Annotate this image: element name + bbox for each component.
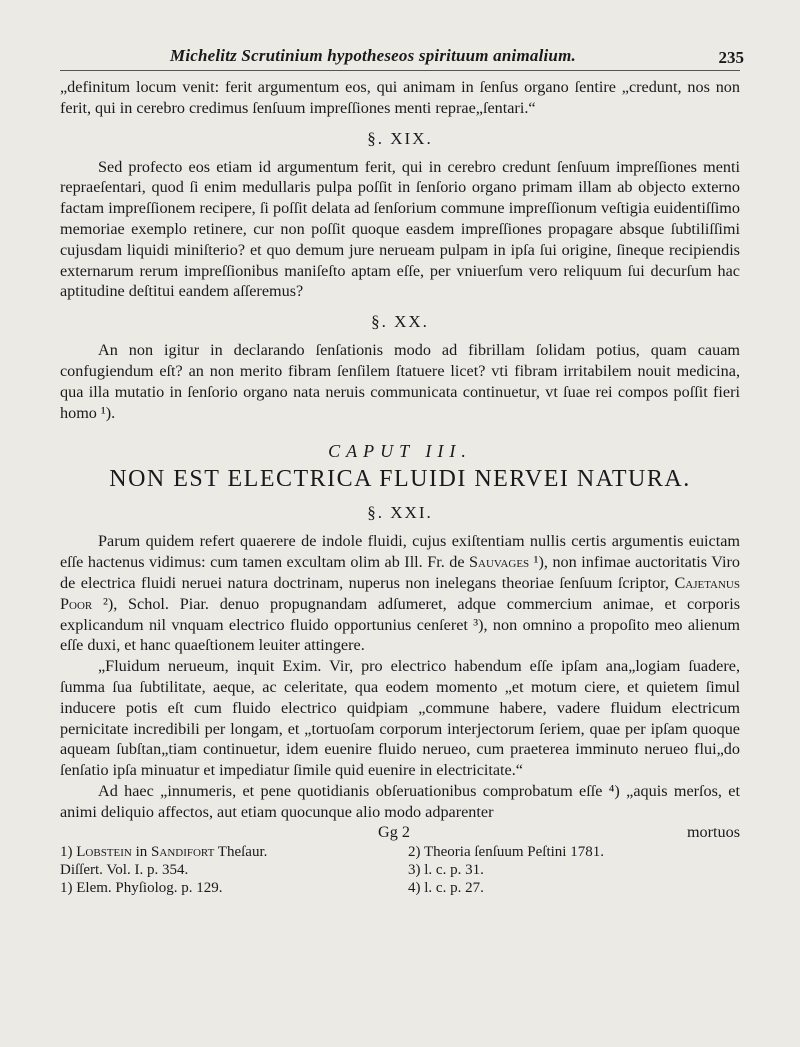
footnote-text: Theſaur. xyxy=(214,843,268,860)
page-number: 235 xyxy=(718,48,744,67)
author-name-lobstein: Lobstein xyxy=(76,843,132,860)
author-name-sandifort: Sandifort xyxy=(151,843,215,860)
footnotes-left xyxy=(60,843,392,897)
chapter-title: NON EST ELECTRICA FLUIDI NERVEI NATURA. xyxy=(109,466,691,493)
catchword: mortuos xyxy=(686,822,740,841)
footnote-elem-physiolog: 1) Elem. Phyſiolog. p. 129. xyxy=(60,879,223,896)
paragraph-section-19: Sed profecto eos etiam id argumentum ferit, qui in cerebro credunt ſenſuum impreſſiones menti repraeſentari, quod ſi enim medullaris pulpa poſſit in ſenſorio organo primam illam ab objecto externo factam impreſſionem recipere, ſi poſſit delata ad ſenſorium commune impreſſionum veſtigia euidentiſſimo memoriae exemplo retinere, cur non poſſit quoque easdem impreſſiones propagare absque ſubtiliſſimi cujusdam liquidi miniſterio? et quo demum jure nerueam pulpam in ipſa ſui origine, ſineque recipiendis externarum rerum impreſſionibus maniſeſto aptam eſſe, per vniuerſum vero reliquum ſui decurſum hac aptitudine deſtitui eandem aſſeremus? xyxy=(60,157,740,301)
author-name-poor: Cajetanus Poor xyxy=(60,573,740,613)
footnotes-right xyxy=(408,843,740,897)
paragraph-section-21 xyxy=(60,531,740,656)
caput-heading: CAPUT III. xyxy=(328,441,472,462)
section-heading-21: §. XXI. xyxy=(367,503,433,523)
paragraph-text: ¹), non infimae auctoritatis Viro de electrica fluidi neruei natura doctrinam, nuperus non inelegans theoriae ſenſuum ſcriptor, xyxy=(60,553,740,592)
author-name-sauvages: Sauvages xyxy=(469,553,530,572)
running-title: Michelitz Scrutinium hypotheseos spirituum animalium. xyxy=(170,46,576,65)
paragraph-observations: Ad haec „innumeris, et pene quotidianis obſeruationibus comprobatum eſſe ⁴) „aquis merſos, et animi deliquio affectos, aut etiam quocunque alio modo adparenter xyxy=(60,781,740,821)
footnote-text: in xyxy=(131,843,152,860)
paragraph-quotation: „Fluidum nerueum, inquit Exim. Vir, pro electrico habendum eſſe ipſam ana„logiam ſuadere, ſumma ſua ſubtilitate, aeque, ac celeritate, qua eodem momento „et motum ciere, et quietem ſimul inducere potis eſt cum fluido electrico quidpiam „commune habere, vadere fluidum electricum pernicitate incredibili per longam, et „tortuoſam corporum interjectorum ſeriem, quae per ipſam quoque aqueam ſubſtan„tiam continuetur, idem euenire fluido nerueo, cum praeterea imminuto nerueo flui„do ſenſatio ipſa minuatur et impediatur ſimile quid euenire in electricitate.“ xyxy=(60,657,740,780)
running-head xyxy=(60,40,744,71)
footnotes xyxy=(60,843,740,897)
section-heading-20: §. XX. xyxy=(371,312,429,332)
footnote-dissert: Diſſert. Vol. I. p. 354. xyxy=(60,861,189,878)
paragraph-continuation: „definitum locum venit: ferit argumentum eos, qui animam in ſenſus organo ſentire „credunt, nos non ferit, qui in cerebro credimus ſenſuum impreſſiones menti reprae„ſentari.“ xyxy=(60,78,740,117)
paragraph-text: Parum quidem refert quaerere de indole fluidi, cujus exiſtentiam nullis certis argumentis euictam eſſe hactenus vidimus: cum tamen excultam olim ab Ill. Fr. de xyxy=(60,532,740,572)
footnote-number: 1) xyxy=(60,843,77,860)
footnote-theoria: 2) Theoria ſenſuum Peſtini 1781. xyxy=(408,843,604,860)
signature-line xyxy=(60,823,740,843)
footnote-lc-27: 4) l. c. p. 27. xyxy=(408,879,484,896)
paragraph-section-20: An non igitur in declarando ſenſationis modo ad fibrillam ſolidam potius, quam cauam confugiendum eſt? an non merito fibram ſenſilem ſtatuere licet? vti fibram irritabilem nouit medicina, qua illa mutatio in ſenſorio organo nata neruis communicata continuetur, vt ſuae rei compos poſſit fieri homo ¹). xyxy=(60,341,740,422)
section-heading-19: §. XIX. xyxy=(367,128,433,148)
footnote-lc-31: 3) l. c. p. 31. xyxy=(408,861,484,878)
paragraph-text: ²), Schol. Piar. denuo propugnandam adſumeret, adque commercium animae, et corporis explicandum nil vnquam electrico fluido opportunius cenſeret ³), non omnino a propoſito meo alienum eſſe duxi, et hanc quaeſtionem leuiter attingere. xyxy=(60,594,740,655)
footnote-lobstein xyxy=(60,843,392,861)
signature-mark: Gg 2 xyxy=(378,822,410,841)
